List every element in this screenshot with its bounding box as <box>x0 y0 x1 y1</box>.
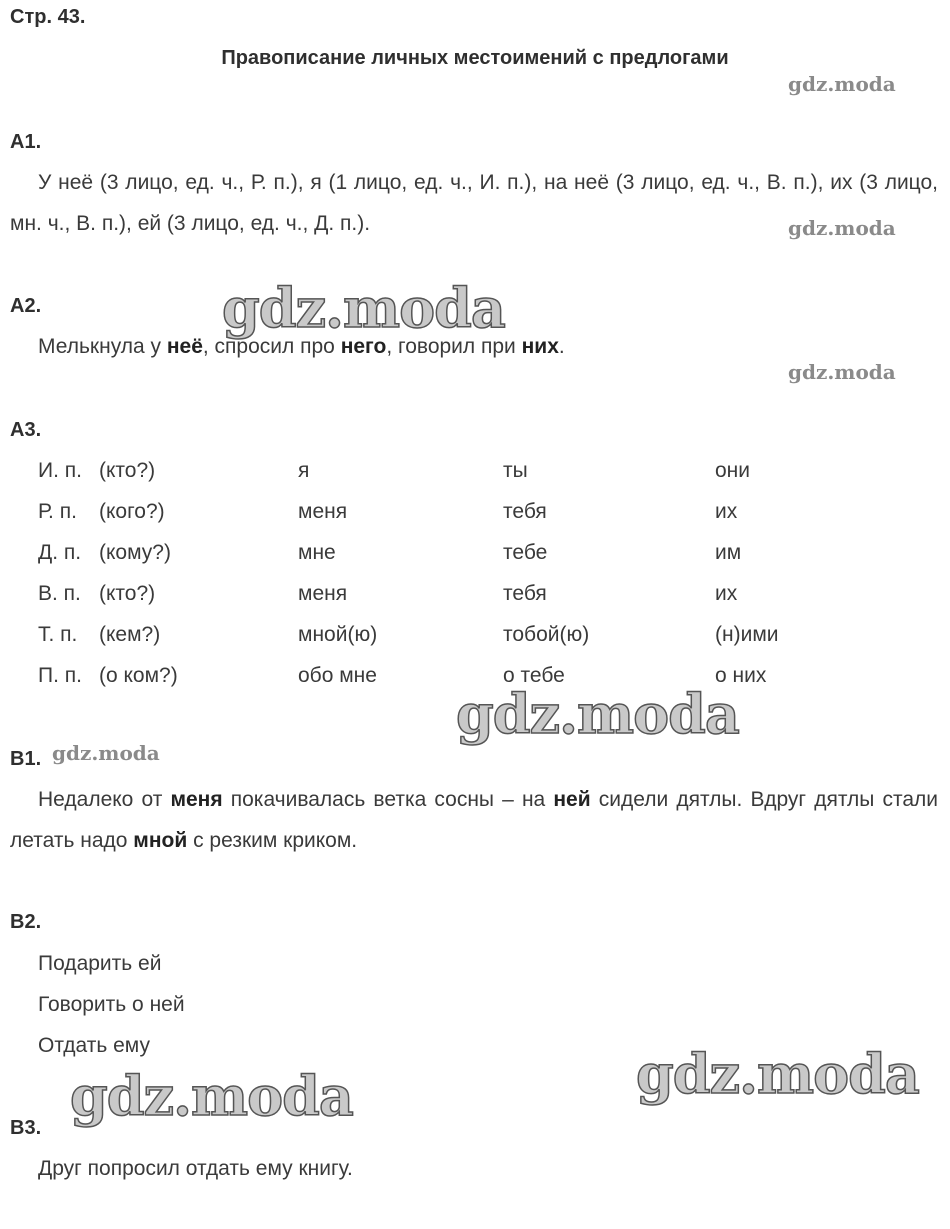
table-cell-case: Р. п. <box>38 500 77 523</box>
watermark: gdz.moda <box>788 360 896 384</box>
table-cell-question: (кем?) <box>99 623 161 646</box>
b1-text: Недалеко от меня покачивалась ветка сосны – на ней сидели дятлы. Вдруг дятлы стали летать надо мной с резким криком. <box>10 788 939 852</box>
b2-line: Говорить о ней <box>38 993 185 1016</box>
table-cell-c1: мне <box>298 541 336 564</box>
table-cell-c3: им <box>715 541 742 564</box>
table-cell-case: И. п. <box>38 459 82 482</box>
table-cell-c3: их <box>715 582 738 605</box>
page-label: Стр. 43. <box>10 6 86 28</box>
watermark: gdz.moda <box>52 741 160 765</box>
table-cell-c2: тебя <box>503 500 547 523</box>
table-cell-question: (кто?) <box>99 582 156 605</box>
table-cell-c1: меня <box>298 500 348 523</box>
watermark: gdz.moda <box>788 216 896 240</box>
table-cell-case: П. п. <box>38 664 82 687</box>
table-cell-c3: о них <box>715 664 767 687</box>
table-cell-c1: мной(ю) <box>298 623 378 646</box>
table-cell-case: Т. п. <box>38 623 78 646</box>
table-cell-c3: они <box>715 459 751 482</box>
watermark-large: gdz.moda <box>70 1064 353 1128</box>
table-cell-case: В. п. <box>38 582 81 605</box>
section-label-b2: В2. <box>10 911 42 933</box>
table-cell-c3: их <box>715 500 738 523</box>
b2-line: Подарить ей <box>38 952 162 975</box>
watermark: gdz.moda <box>788 72 896 96</box>
watermark-large: gdz.moda <box>456 682 739 746</box>
table-cell-c2: о тебе <box>503 664 565 687</box>
table-cell-c2: тебя <box>503 582 547 605</box>
table-cell-question: (кто?) <box>99 459 156 482</box>
table-cell-c2: тобой(ю) <box>503 623 590 646</box>
watermark-large: gdz.moda <box>222 276 505 340</box>
section-label-a2: А2. <box>10 295 42 317</box>
b3-text: Друг попросил отдать ему книгу. <box>38 1157 353 1180</box>
section-label-a1: А1. <box>10 131 42 153</box>
table-cell-question: (кому?) <box>99 541 171 564</box>
table-cell-c2: ты <box>503 459 528 482</box>
table-cell-question: (о ком?) <box>99 664 178 687</box>
table-cell-question: (кого?) <box>99 500 165 523</box>
table-cell-c1: меня <box>298 582 348 605</box>
watermark-large: gdz.moda <box>636 1042 919 1106</box>
a1-text: У неё (3 лицо, ед. ч., Р. п.), я (1 лицо, ед. ч., И. п.), на неё (3 лицо, ед. ч., В. п.), их (3 лицо, мн. ч., В. п.), ей (3 лицо, ед. ч., Д. п.). <box>10 171 938 235</box>
table-cell-c1: обо мне <box>298 664 377 687</box>
section-label-a3: А3. <box>10 419 42 441</box>
a2-text: Мелькнула у неё, спросил про него, говорил при них. <box>38 335 565 358</box>
table-cell-c1: я <box>298 459 310 482</box>
table-cell-c3: (н)ими <box>715 623 779 646</box>
page-title: Правописание личных местоимений с предлогами <box>221 47 729 69</box>
section-label-b3: В3. <box>10 1117 42 1139</box>
section-label-b1: В1. <box>10 748 42 770</box>
table-cell-case: Д. п. <box>38 541 82 564</box>
table-cell-c2: тебе <box>503 541 548 564</box>
b2-line: Отдать ему <box>38 1034 150 1057</box>
